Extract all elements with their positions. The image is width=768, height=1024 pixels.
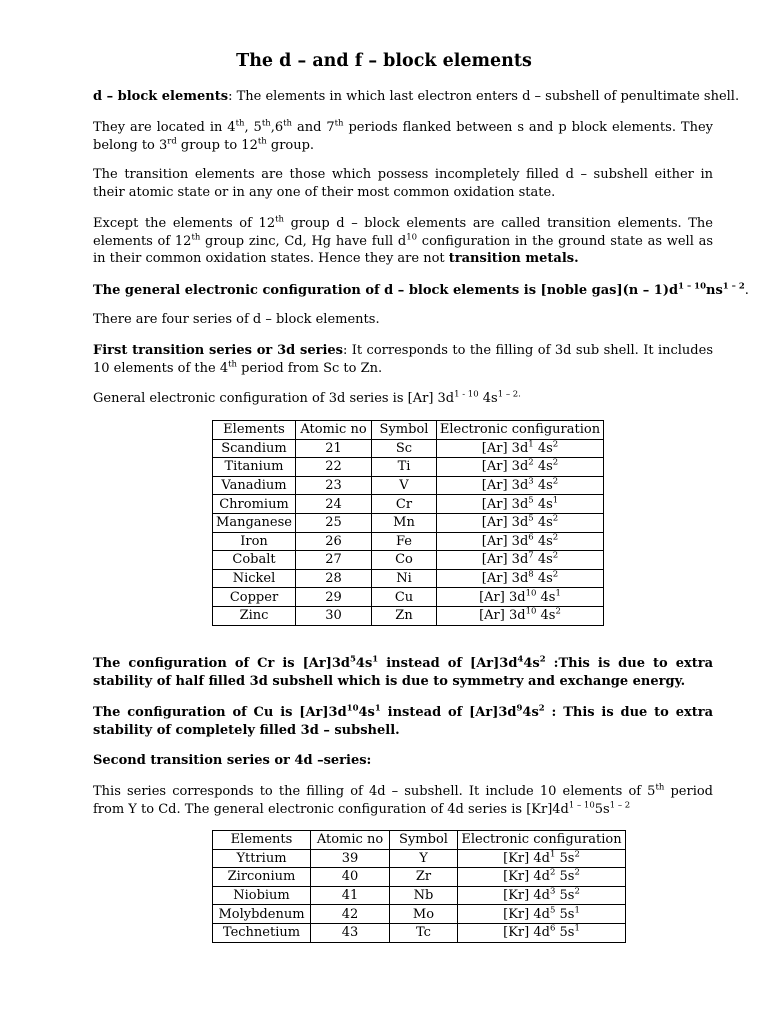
cell-electronic-configuration: [Ar] $3d^3$ $4s^2$ (437, 476, 604, 495)
cell-element-name: Vanadium (213, 476, 296, 495)
cell-element-name: Scandium (213, 439, 296, 458)
cell-electronic-configuration: [Kr] $4d^2$ $5s^2$ (458, 868, 626, 887)
cell-symbol: Fe (372, 532, 437, 551)
table-row (213, 476, 604, 495)
paragraph-4d-series: This series corresponds to the filling of 4d – subshell. It include 10 elements of 5th period from Y to Cd. The general electronic configuration of 4d series is $[Kr]4d^{1 - 10}5s^{1 - 2}$ (93, 782, 714, 817)
table-row (213, 868, 626, 887)
cell-electronic-configuration: [Ar] $3d^7$ $4s^2$ (437, 551, 604, 570)
table-row (213, 849, 626, 868)
column-header: Electronic configuration (458, 831, 626, 850)
cell-atomic-number: 26 (296, 532, 372, 551)
table-header-row (213, 831, 626, 850)
cell-symbol: Cr (372, 495, 437, 514)
cell-symbol: Mn (372, 513, 437, 532)
cell-element-name: Manganese (213, 513, 296, 532)
cell-symbol: Mo (390, 905, 458, 924)
cell-atomic-number: 27 (296, 551, 372, 570)
paragraph-d-block-definition: d – block elements: The elements in which last electron enters d – subshell of penultimate shell. (93, 89, 740, 104)
cell-atomic-number: 24 (296, 495, 372, 514)
cell-symbol: Ni (372, 569, 437, 588)
cell-electronic-configuration: [Ar] $3d^{10}$ $4s^1$ (437, 588, 604, 607)
paragraph-3d-config: General electronic configuration of 3d series is [Ar] $3d^{1 - 10}$ $4s^{1 - 2.}$ (93, 389, 521, 406)
cell-element-name: Cobalt (213, 551, 296, 570)
cell-symbol: Tc (390, 923, 458, 942)
table-row (213, 458, 604, 477)
cell-element-name: Niobium (213, 886, 311, 905)
cell-symbol: Co (372, 551, 437, 570)
table-row (213, 569, 604, 588)
cell-electronic-configuration: [Ar] $3d^5$ $4s^2$ (437, 513, 604, 532)
cell-electronic-configuration: [Kr] $4d^5$ $5s^1$ (458, 905, 626, 924)
cell-electronic-configuration: [Ar] $3d^6$ $4s^2$ (437, 532, 604, 551)
cell-symbol: Sc (372, 439, 437, 458)
column-header: Electronic configuration (437, 421, 604, 440)
term-d-block: d – block elements (93, 89, 229, 104)
column-header: Symbol (390, 831, 458, 850)
table-row (213, 532, 604, 551)
cell-electronic-configuration: [Ar] $3d^{10}$ $4s^2$ (437, 606, 604, 625)
cell-element-name: Chromium (213, 495, 296, 514)
cell-symbol: Nb (390, 886, 458, 905)
column-header: Symbol (372, 421, 437, 440)
cell-element-name: Zinc (213, 606, 296, 625)
table-row (213, 923, 626, 942)
table-row (213, 551, 604, 570)
heading-first-series: First transition series or 3d series (93, 343, 343, 358)
cell-symbol: V (372, 476, 437, 495)
cell-element-name: Molybdenum (213, 905, 311, 924)
cell-element-name: Copper (213, 588, 296, 607)
heading-second-series: Second transition series or 4d –series: (93, 753, 372, 768)
paragraph-transition-definition: The transition elements are those which possess incompletely filled d – subshell either in their atomic state or in any one of their most common oxidation state. (93, 167, 713, 200)
table-row (213, 513, 604, 532)
table-row (213, 905, 626, 924)
page-title: The d – and f – block elements (236, 51, 532, 71)
cell-symbol: Zn (372, 606, 437, 625)
table-row (213, 886, 626, 905)
cell-electronic-configuration: [Ar] $3d^5$ $4s^1$ (437, 495, 604, 514)
cell-symbol: Zr (390, 868, 458, 887)
cell-electronic-configuration: [Kr] $4d^1$ $5s^2$ (458, 849, 626, 868)
cell-electronic-configuration: [Ar] $3d^1$ $4s^2$ (437, 439, 604, 458)
cell-atomic-number: 30 (296, 606, 372, 625)
cell-element-name: Technetium (213, 923, 311, 942)
cell-atomic-number: 40 (311, 868, 390, 887)
column-header: Elements (213, 831, 311, 850)
column-header: Atomic no (311, 831, 390, 850)
paragraph-group-12: Except the elements of 12th group d – block elements are called transition elements. The elements of 12th group zinc, Cd, Hg have full $d^{10}$ configuration in the ground state as well as in their common oxidation states. Hence they are not transition metals. (93, 214, 713, 266)
cell-atomic-number: 25 (296, 513, 372, 532)
cell-element-name: Yttrium (213, 849, 311, 868)
cell-electronic-configuration: [Kr] $4d^6$ $5s^1$ (458, 923, 626, 942)
cell-atomic-number: 42 (311, 905, 390, 924)
table-row (213, 439, 604, 458)
table-header-row (213, 421, 604, 440)
cell-atomic-number: 22 (296, 458, 372, 477)
cell-atomic-number: 21 (296, 439, 372, 458)
paragraph-cu-config: The configuration of Cu is $[Ar]3d^{10}4s^1$ instead of $[Ar]3d^94s^2$ : This is due to extra stability of completely filled 3d – subshell. (93, 703, 713, 738)
paragraph-first-series: First transition series or 3d series: It corresponds to the filling of 3d sub shell. It includes 10 elements of the 4th period from Sc to Zn. (93, 343, 713, 376)
column-header: Atomic no (296, 421, 372, 440)
cell-electronic-configuration: [Ar] $3d^8$ $4s^2$ (437, 569, 604, 588)
table-3d-series (212, 420, 604, 626)
paragraph-general-config: The general electronic configuration of d – block elements is [noble $gas](n - 1)d^{1 - 10}ns^{1 - 2}$. (93, 281, 749, 298)
cell-symbol: Y (390, 849, 458, 868)
cell-atomic-number: 39 (311, 849, 390, 868)
cell-atomic-number: 23 (296, 476, 372, 495)
table-row (213, 606, 604, 625)
paragraph-cr-config: The configuration of Cr is $[Ar]3d^54s^1$ instead of $[Ar]3d^44s^2$ :This is due to extra stability of half filled 3d subshell which is due to symmetry and exchange energy. (93, 654, 713, 689)
paragraph-four-series: There are four series of d – block elements. (93, 312, 380, 327)
cell-element-name: Iron (213, 532, 296, 551)
cell-symbol: Ti (372, 458, 437, 477)
paragraph-location: They are located in 4th, 5th,6th and 7th periods flanked between s and p block elements. They belong to 3rd group to 12th group. (93, 118, 713, 153)
cell-atomic-number: 28 (296, 569, 372, 588)
table-4d-series (212, 830, 626, 943)
cell-atomic-number: 29 (296, 588, 372, 607)
cell-atomic-number: 41 (311, 886, 390, 905)
table-row (213, 495, 604, 514)
cell-element-name: Zirconium (213, 868, 311, 887)
cell-atomic-number: 43 (311, 923, 390, 942)
table-row (213, 588, 604, 607)
cell-symbol: Cu (372, 588, 437, 607)
cell-element-name: Nickel (213, 569, 296, 588)
cell-electronic-configuration: [Kr] $4d^3$ $5s^2$ (458, 886, 626, 905)
column-header: Elements (213, 421, 296, 440)
cell-electronic-configuration: [Ar] $3d^2$ $4s^2$ (437, 458, 604, 477)
cell-element-name: Titanium (213, 458, 296, 477)
